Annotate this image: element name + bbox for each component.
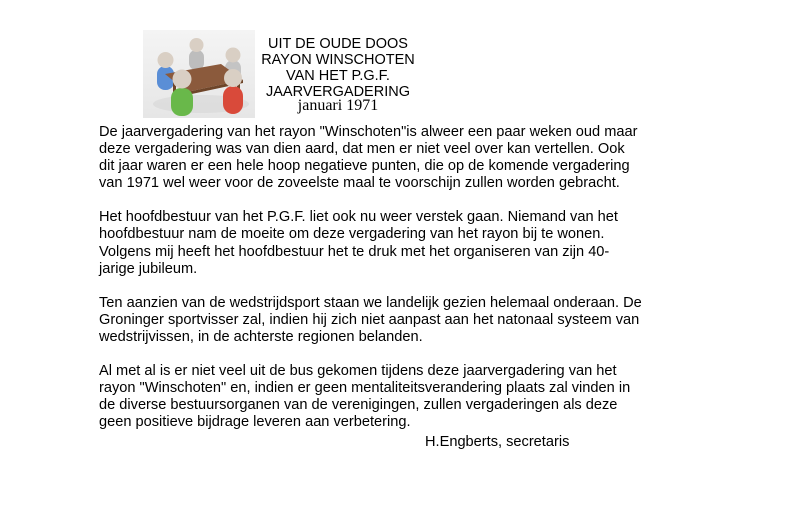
text-line: van 1971 wel weer voor de zoveelste maal te voorschijn zullen worden gebracht.: [99, 175, 620, 192]
paragraph: [99, 209, 639, 277]
paragraph: [99, 363, 639, 431]
text-line: de diverse bestuursorganen van de verenigingen, zullen vergaderingen als deze: [99, 397, 618, 414]
text-line: geen positieve bijdrage leveren aan verbetering.: [99, 414, 411, 431]
title-line: RAYON WINSCHOTEN: [261, 52, 415, 68]
page-title: [256, 36, 420, 100]
meeting-illustration: [143, 30, 255, 118]
text-line: deze vergadering was van dien aard, dat men er niet veel over kan vertellen. Ook: [99, 141, 625, 158]
text-line: Al met al is er niet veel uit de bus gekomen tijdens deze jaarvergadering van het: [99, 363, 617, 380]
article-date: januari 1971: [297, 97, 379, 114]
title-line: UIT DE OUDE DOOS: [268, 36, 408, 52]
signature: H.Engberts, secretaris: [425, 434, 570, 450]
text-line: jarige jubileum.: [99, 260, 198, 277]
text-line: De jaarvergadering van het rayon "Winschoten"is alweer een paar weken oud maar: [99, 124, 638, 140]
title-line: JAARVERGADERING: [266, 84, 410, 100]
text-line: rayon "Winschoten" en, indien er geen mentaliteitsverandering plaats zal vinden in: [99, 380, 631, 397]
paragraph: [99, 294, 642, 346]
text-line: Het hoofdbestuur van het P.G.F. liet ook nu weer verstek gaan. Niemand van het: [99, 209, 618, 226]
meeting-table-figures-icon: [143, 30, 255, 118]
text-line: Ten aanzien van de wedstrijdsport staan we landelijk gezien helemaal onderaan. De: [99, 294, 642, 311]
article-body: [99, 124, 642, 448]
text-line: Groninger sportvisser zal, indien hij zich niet aanpast aan het natonaal systeem van: [99, 311, 640, 328]
text-line: Volgens mij heeft het hoofdbestuur het te druk met het organiseren van zijn 40-: [99, 243, 610, 260]
title-line: VAN HET P.G.F.: [286, 68, 390, 84]
text-line: hoofdbestuur nam de moeite om deze vergadering van het rayon bij te wonen.: [99, 226, 605, 243]
text-line: dit jaar waren er een hele hoop negatieve punten, die op de komende vergadering: [99, 158, 630, 175]
paragraph: [99, 124, 639, 192]
text-line: wedstrijvissen, in de achterste regionen belanden.: [99, 328, 423, 345]
